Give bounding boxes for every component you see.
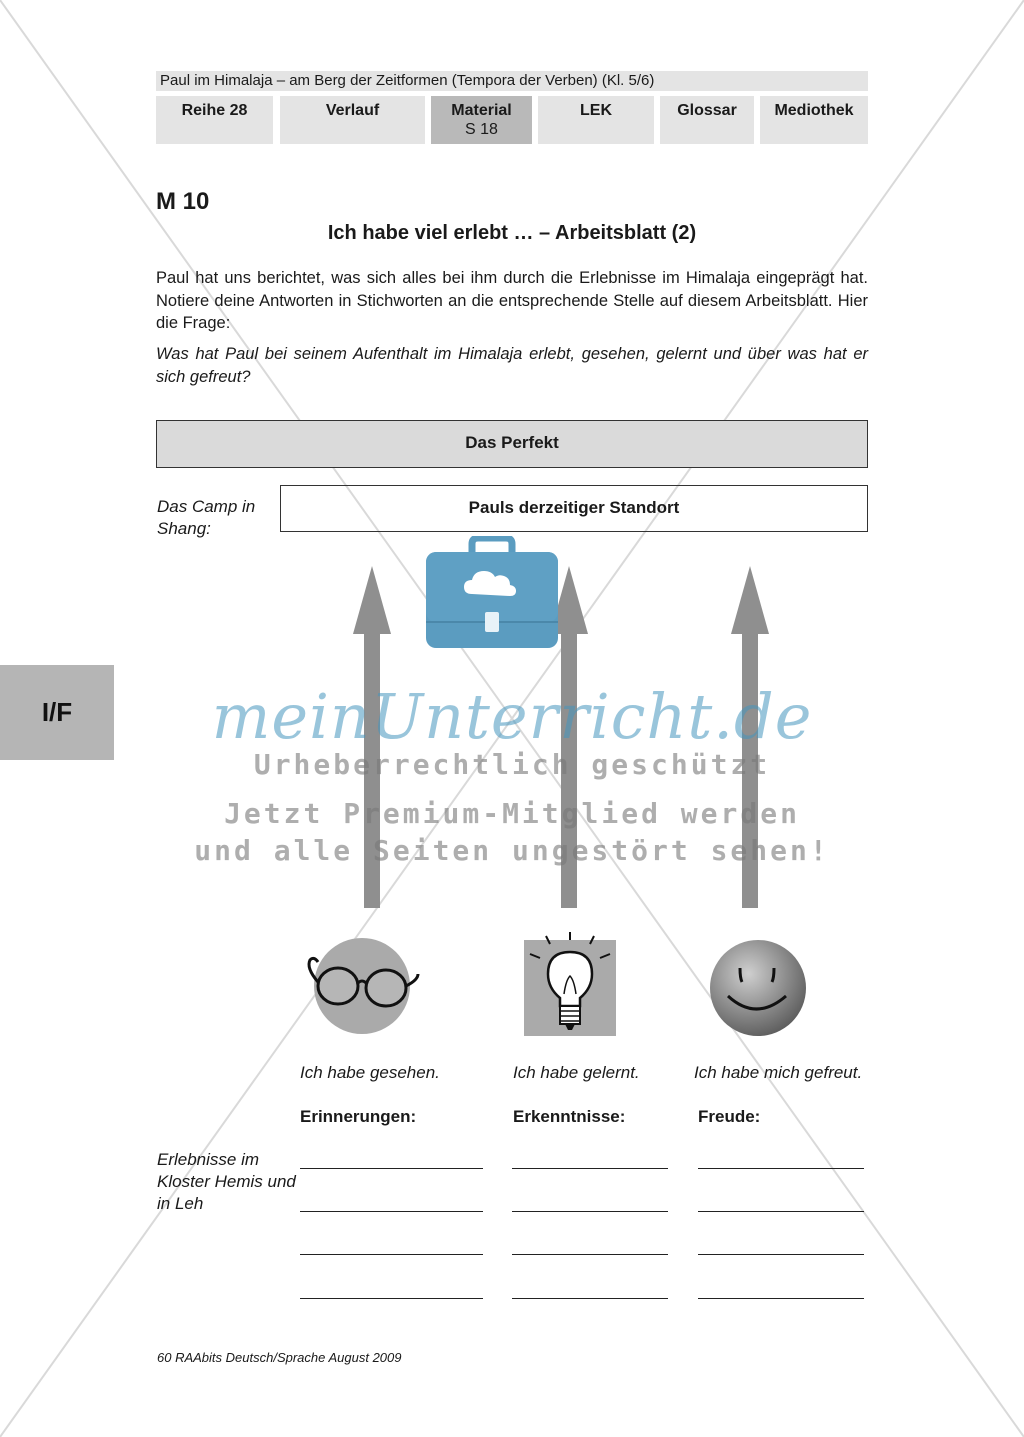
standort-box: Pauls derzeitiger Standort — [280, 485, 868, 532]
nav-reihe[interactable]: Reihe 28 — [156, 96, 273, 144]
answer-line[interactable] — [698, 1168, 864, 1169]
light-bulb-icon — [520, 932, 620, 1038]
nav-lek[interactable]: LEK — [538, 96, 654, 144]
watermark-line-1: Urheberrechtlich geschützt — [253, 748, 771, 781]
answer-line[interactable] — [512, 1298, 668, 1299]
answer-line[interactable] — [512, 1168, 668, 1169]
nav-material[interactable]: Material S 18 — [431, 96, 532, 144]
question-text: Was hat Paul bei seinem Aufenthalt im Himalaja erlebt, gesehen, gelernt und über was hat er sich gefreut? — [156, 345, 868, 386]
intro-text: Paul hat uns berichtet, was sich alles bei ihm durch die Erlebnisse im Himalaja eingeprägt hat. Notiere deine Antworten in Stichworten an die entsprechende Stelle auf diesem Arbeitsblatt. Hier die Frage: — [156, 269, 868, 332]
answer-line[interactable] — [300, 1211, 483, 1212]
page-title: Ich habe viel erlebt … – Arbeitsblatt (2) — [327, 222, 697, 244]
column-caption-seen: Ich habe gesehen. — [300, 1063, 440, 1082]
column-caption-learned: Ich habe gelernt. — [513, 1063, 640, 1082]
watermark-line-2: Jetzt Premium-Mitglied werden — [224, 797, 800, 830]
material-id: M 10 — [156, 188, 210, 215]
answer-line[interactable] — [698, 1254, 864, 1255]
column-heading-erkenntnisse: Erkenntnisse: — [513, 1107, 626, 1126]
answer-line[interactable] — [698, 1211, 864, 1212]
nav-glossar[interactable]: Glossar — [660, 96, 754, 144]
briefcase-cloud-icon — [420, 536, 564, 652]
column-caption-happy: Ich habe mich gefreut. — [694, 1063, 863, 1082]
watermark-line-3: und alle Seiten ungestört sehen! — [194, 834, 830, 867]
answer-line[interactable] — [698, 1298, 864, 1299]
column-heading-erinnerungen: Erinnerungen: — [300, 1107, 417, 1126]
camp-label: Das Camp in Shang: — [157, 497, 256, 538]
column-heading-freude: Freude: — [698, 1107, 761, 1126]
nav-verlauf[interactable]: Verlauf — [280, 96, 425, 144]
answer-line[interactable] — [512, 1254, 668, 1255]
answer-line[interactable] — [300, 1168, 483, 1169]
answer-line[interactable] — [300, 1254, 483, 1255]
glasses-icon — [300, 930, 424, 1040]
smiley-icon — [706, 938, 810, 1038]
running-header: Paul im Himalaja – am Berg der Zeitformen (Tempora der Verben) (Kl. 5/6) — [156, 71, 868, 91]
watermark-logo: meinUnterricht.de — [211, 680, 813, 753]
nav-mediothek[interactable]: Mediothek — [760, 96, 868, 144]
erlebnisse-label: Erlebnisse im Kloster Hemis und in Leh — [157, 1150, 296, 1213]
answer-line[interactable] — [512, 1211, 668, 1212]
nav-material-page: S 18 — [465, 121, 498, 138]
side-tab: I/F — [0, 665, 114, 760]
footer: 60 RAAbits Deutsch/Sprache August 2009 — [157, 1350, 402, 1365]
answer-line[interactable] — [300, 1298, 483, 1299]
perfekt-heading: Das Perfekt — [156, 420, 868, 468]
